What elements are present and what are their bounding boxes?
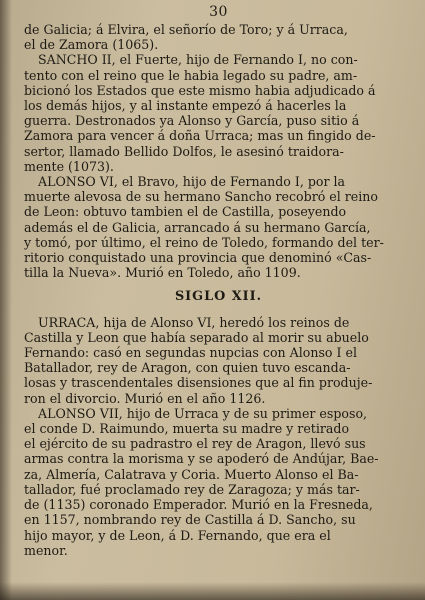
text-line: en 1157, nombrando rey de Castilla á D. Sancho, su [24,512,356,528]
page-number: 30 [209,4,228,20]
text-line: za, Almería, Calatrava y Coria. Muerto Alonso el Ba- [24,466,359,482]
text-line: tallador, fué proclamado rey de Zaragoza; y más tar- [24,481,360,497]
text-line: mente (1073). [24,158,114,174]
text-line: de Leon: obtuvo tambien el de Castilla, poseyendo [24,204,347,220]
text-line: de (1135) coronado Emperador. Murió en la Fresneda, [24,497,373,513]
section-heading: SIGLO XII. [174,289,263,305]
text-line: tento con el reino que le habia legado su padre, am- [24,67,358,83]
text-line: de Galicia; á Elvira, el señorío de Toro; y á Urraca, [24,22,348,37]
text-line: losas y trascendentales disensiones que al fin produje- [24,375,373,391]
text-line: menor. [24,542,68,558]
text-line: Fernando: casó en segundas nupcias con Alonso I el [24,345,357,361]
text-line: Castilla y Leon que había separado al morir su abuelo [24,329,369,345]
text-line: ron el divorcio. Murió en el año 1126. [24,390,266,406]
text-line: muerte alevosa de su hermano Sancho recobró el reino [24,189,378,205]
text-line: URRACA, hija de Alonso VI, heredó los reinos de [38,314,350,330]
text-line: sertor, llamado Bellido Dolfos, le asesinó traidora- [24,143,344,159]
text-line: y tomó, por último, el reino de Toledo, formando del ter- [24,234,384,250]
paragraph [24,315,413,406]
text-line: hijo mayor, y de Leon, á D. Fernando, que era el [24,527,331,543]
text-line: el de Zamora (1065). [24,37,159,53]
text-line: Zamora para vencer á doña Urraca; mas un fingido de- [24,128,376,144]
paragraph [24,22,413,52]
paragraph [24,174,413,280]
text-line: ritorio conquistado una provincia que denominó «Cas- [24,250,372,266]
text-block-before [24,22,413,280]
text-line: ALONSO VII, hijo de Urraca y de su primer esposo, [38,405,368,421]
text-line: el ejército de su padrastro el rey de Aragon, llevó sus [24,436,366,452]
paragraph [24,406,413,558]
text-line: ALONSO VI, el Bravo, hijo de Fernando I, por la [38,174,346,190]
text-line: el conde D. Raimundo, muerta su madre y retirado [24,421,350,437]
text-block-after [24,315,413,558]
text-line: los demás hijos, y al instante empezó á hacerles la [24,98,347,114]
text-line: bicionó los Estados que este mismo habia adjudicado á [24,82,376,98]
text-line: Batallador, rey de Aragon, con quien tuvo escanda- [24,360,351,376]
text-line: tilla la Nueva». Murió en Toledo, año 1109. [24,265,301,281]
text-line: SANCHO II, el Fuerte, hijo de Fernando I, no con- [38,52,358,68]
text-line: armas contra la morisma y se apoderó de Andújar, Bae- [24,451,379,467]
text-line: guerra. Destronados ya Alonso y García, puso sitio á [24,113,360,129]
text-line: además el de Galicia, arrancado á su hermano García, [24,219,371,235]
paragraph [24,52,413,174]
